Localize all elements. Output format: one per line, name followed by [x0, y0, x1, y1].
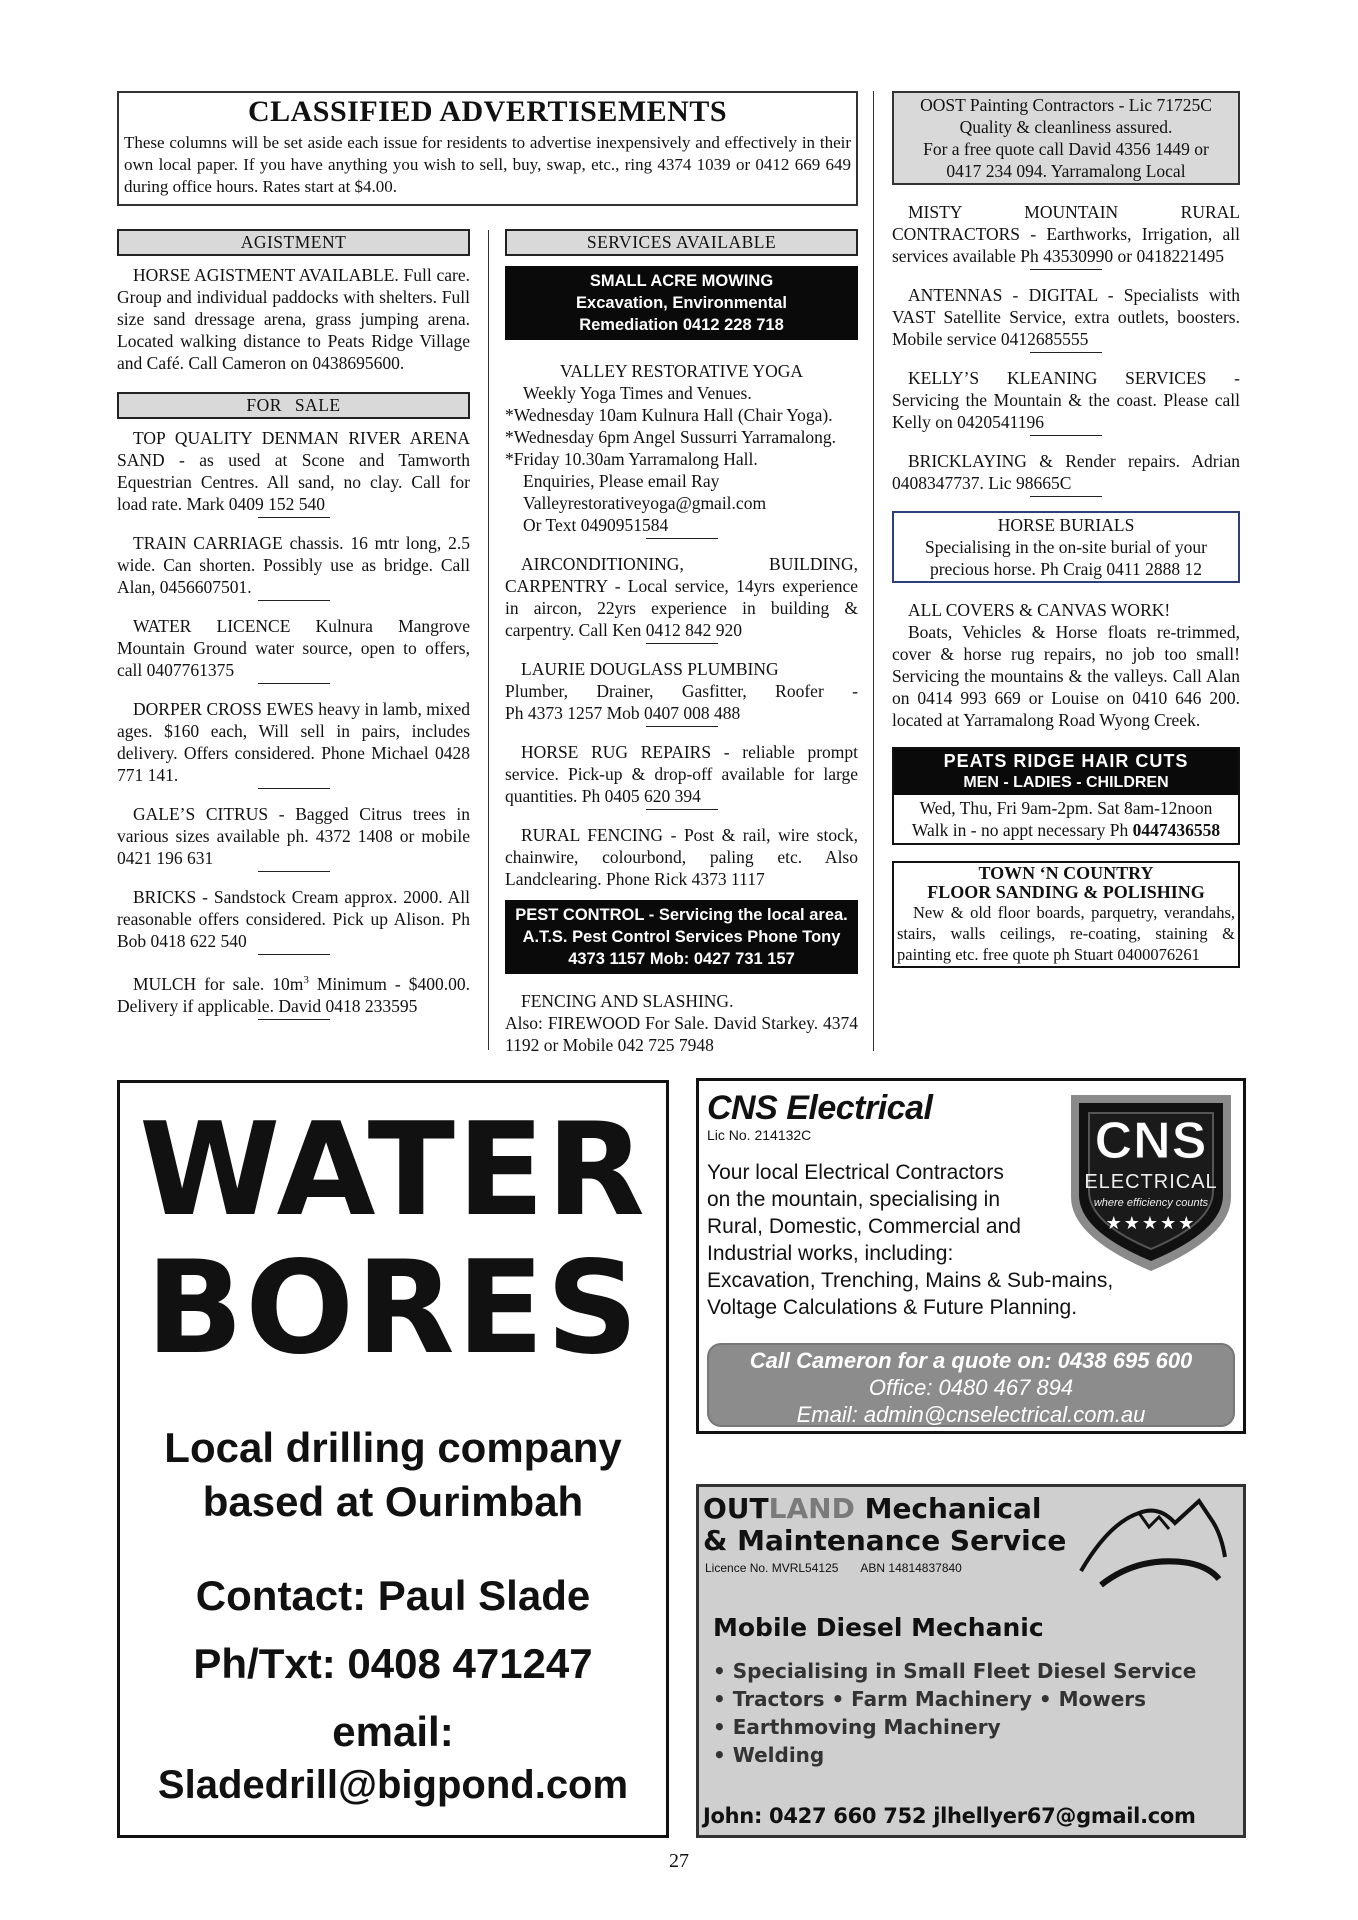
- cns-logo-tag: where efficiency counts: [1093, 1197, 1209, 1209]
- hair-cuts-box: PEATS RIDGE HAIR CUTS MEN - LADIES - CHILDREN Wed, Thu, Fri 9am-2pm. Sat 8am-12noon Walk in - no appt necessary Ph 0447436558: [892, 747, 1240, 845]
- pest-control-box: PEST CONTROL - Servicing the local area. A.T.S. Pest Control Services Phone Tony 4373 1157 Mob: 0427 731 157: [505, 900, 858, 974]
- outland-line-2: & Maintenance Service: [703, 1524, 1067, 1557]
- plumbing-ad: LAURIE DOUGLASS PLUMBING Plumber, Drainer, Gasfitter, Roofer - Ph 4373 1257 Mob 0407 008 488: [505, 659, 858, 723]
- water-email: Sladedrill@bigpond.com: [157, 1763, 629, 1807]
- list-item: AIRCONDITIONING, BUILDING, CARPENTRY - Local service, 14yrs experience in aircon, 22yrs experience in building & carpentry. Call Ken 0412 842 920: [505, 554, 858, 640]
- cns-logo-main: CNS: [1094, 1112, 1208, 1170]
- separator: [1030, 269, 1102, 270]
- cns-description: Your local Electrical Contractors on the mountain, specialising in Rural, Domestic, Commercial and Industrial works, including: Excavation, Trenching, Mains & Sub-mains, Voltage Calculations & Future Planning.: [707, 1161, 1114, 1319]
- water-title: WATER: [139, 1096, 647, 1245]
- list-item: TRAIN CARRIAGE chassis. 16 mtr long, 2.5 wide. Can shorten. Possibly use as bridge. Call Alan, 0456607501.: [117, 533, 470, 597]
- separator: [1030, 496, 1102, 497]
- outland-heading: Mobile Diesel Mechanic: [713, 1613, 1044, 1642]
- column-divider: [873, 91, 874, 1051]
- outland-mechanical-ad: [696, 1484, 1246, 1838]
- separator: [258, 600, 330, 601]
- agistment-header: AGISTMENT: [117, 229, 470, 256]
- covers-ad: ALL COVERS & CANVAS WORK! Boats, Vehicles & Horse floats re-trimmed, cover & horse rug repairs, no job too small! Servicing the mountains & the valleys. Call Alan on 0414 993 669 or Louise on 0410 646 200. located at Yarramalong Road Wyong Creek.: [892, 600, 1240, 730]
- cns-contact-panel: Call Cameron for a quote on: 0438 695 600 Office: 0480 467 894 Email: admin@cnselectrical.com.au: [707, 1343, 1235, 1427]
- bores-title: BORES: [145, 1234, 641, 1383]
- mowing-box: SMALL ACRE MOWING Excavation, Environmental Remediation 0412 228 718: [505, 266, 858, 340]
- separator: [646, 643, 718, 644]
- page-number: 27: [669, 1850, 689, 1872]
- column-3: [892, 91, 1240, 968]
- list-item: MISTY MOUNTAIN RURAL CONTRACTORS - Earthworks, Irrigation, all services available Ph 43530990 or 0418221495: [892, 202, 1240, 266]
- separator: [258, 517, 330, 518]
- cns-name: CNS Electrical: [707, 1089, 933, 1127]
- outland-licence-row: Licence No. MVRL54125 ABN 14814837840: [705, 1561, 962, 1575]
- cns-logo: [1063, 1087, 1239, 1275]
- mountain-logo-icon: [1079, 1493, 1229, 1589]
- separator: [646, 726, 718, 727]
- outland-contact: John: 0427 660 752 jlhellyer67@gmail.com: [703, 1804, 1196, 1828]
- column-2: [505, 229, 858, 1056]
- column-divider: [488, 230, 489, 1050]
- separator: [258, 954, 330, 955]
- separator: [1030, 435, 1102, 436]
- list-item: MULCH for sale. $10m^3$ Minimum - $400.00. Delivery if applicable. David 0418 233595: [117, 973, 470, 1016]
- separator: [258, 683, 330, 684]
- outland-services: • Specialising in Small Fleet Diesel Service • Tractors • Farm Machinery • Mowers • Earthmoving Machinery • Welding: [713, 1659, 1197, 1767]
- list-item: KELLY’S KLEANING SERVICES - Servicing the Mountain & the coast. Please call Kelly on 0420541196: [892, 368, 1240, 432]
- list-item: ANTENNAS - DIGITAL - Specialists with VAST Satellite Service, extra outlets, boosters. Mobile service 0412685555: [892, 285, 1240, 349]
- horse-burials-box: HORSE BURIALS Specialising in the on-site burial of your precious horse. Ph Craig 0411 2888 12: [892, 511, 1240, 583]
- water-line-1: Local drilling company: [164, 1424, 622, 1471]
- water-bores-ad: [117, 1080, 669, 1838]
- star-icon: ★★★★★: [1105, 1213, 1197, 1233]
- classified-intro: These columns will be set aside each issue for residents to advertise inexpensively and effectively in their own local paper. If you have anything you wish to sell, buy, swap, etc., ring 4374 1039 or 0412 669 649 during office hours. Rates start at $4.00.: [124, 133, 851, 196]
- agistment-ad: HORSE AGISTMENT AVAILABLE. Full care. Group and individual paddocks with shelters. Full size sand dressage arena, grass jumping arena. Located walking distance to Peats Ridge Village and Café. Call Cameron on 0438695600.: [117, 265, 470, 373]
- list-item: DORPER CROSS EWES heavy in lamb, mixed ages. $160 each, Will sell in pairs, includes delivery. Offers considered. Phone Michael 0428 771 141.: [117, 699, 470, 785]
- list-item: BRICKS - Sandstock Cream approx. 2000. All reasonable offers considered. Pick up Alison. Ph Bob 0418 622 540: [117, 887, 470, 951]
- list-item: BRICKLAYING & Render repairs. Adrian 0408347737. Lic 98665C: [892, 451, 1240, 493]
- floor-sanding-box: TOWN ‘N COUNTRY FLOOR SANDING & POLISHING New & old floor boards, parquetry, verandahs, stairs, walls ceilings, re-coating, staining & painting etc. free quote ph Stuart 0400076261: [892, 861, 1240, 968]
- water-phone: Ph/Txt: 0408 471247: [193, 1640, 593, 1687]
- classified-header: [117, 91, 858, 206]
- list-item: WATER LICENCE Kulnura Mangrove Mountain Ground water source, open to offers, call 0407761375: [117, 616, 470, 680]
- water-contact: Contact: Paul Slade: [195, 1572, 591, 1619]
- page-title: CLASSIFIED ADVERTISEMENTS: [247, 95, 728, 128]
- cns-logo-sub: ELECTRICAL: [1084, 1171, 1218, 1193]
- cns-licence: Lic No. 214132C: [707, 1127, 812, 1143]
- fencing-ad: FENCING AND SLASHING. Also: FIREWOOD For Sale. David Starkey. 4374 1192 or Mobile 042 725 7948: [505, 991, 858, 1055]
- yoga-title: VALLEY RESTORATIVE YOGA: [559, 361, 804, 381]
- outland-name: OUTLAND Mechanical: [703, 1492, 1042, 1525]
- list-item: GALE’S CITRUS - Bagged Citrus trees in various sizes available ph. 4372 1408 or mobile 0421 196 631: [117, 804, 470, 868]
- separator: [258, 871, 330, 872]
- list-item: RURAL FENCING - Post & rail, wire stock, chainwire, colourbond, paling etc. Also Landclearing. Phone Rick 4373 1117: [505, 825, 858, 889]
- separator: [1030, 352, 1102, 353]
- services-header: SERVICES AVAILABLE: [505, 229, 858, 256]
- water-line-2: based at Ourimbah: [202, 1478, 584, 1525]
- separator: [646, 809, 718, 810]
- list-item: TOP QUALITY DENMAN RIVER ARENA SAND - as used at Scone and Tamworth Equestrian Centres. All sand, no clay. Call for load rate. Mark 0409 152 540: [117, 428, 470, 514]
- separator: [258, 1019, 330, 1020]
- water-email-label: email:: [332, 1708, 454, 1755]
- yoga-ad: VALLEY RESTORATIVE YOGA Weekly Yoga Times and Venues. *Wednesday 10am Kulnura Hall (Chair Yoga). *Wednesday 6pm Angel Sussurri Yarramalong. *Friday 10.30am Yarramalong Hall. Enquiries, Please email Ray Valleyrestorativeyoga@gmail.com Or Text 0490951584: [505, 360, 858, 536]
- for-sale-header: FOR SALE: [117, 392, 470, 419]
- cns-electrical-ad: [696, 1078, 1246, 1434]
- separator: [258, 788, 330, 789]
- oost-box: OOST Painting Contractors - Lic 71725C Quality & cleanliness assured. For a free quote call David 4356 1449 or 0417 234 094. Yarramalong Local: [892, 91, 1240, 185]
- list-item: HORSE RUG REPAIRS - reliable prompt service. Pick-up & drop-off available for large quantities. Ph 0405 620 394: [505, 742, 858, 806]
- column-1: [117, 229, 470, 1034]
- separator: [646, 538, 718, 539]
